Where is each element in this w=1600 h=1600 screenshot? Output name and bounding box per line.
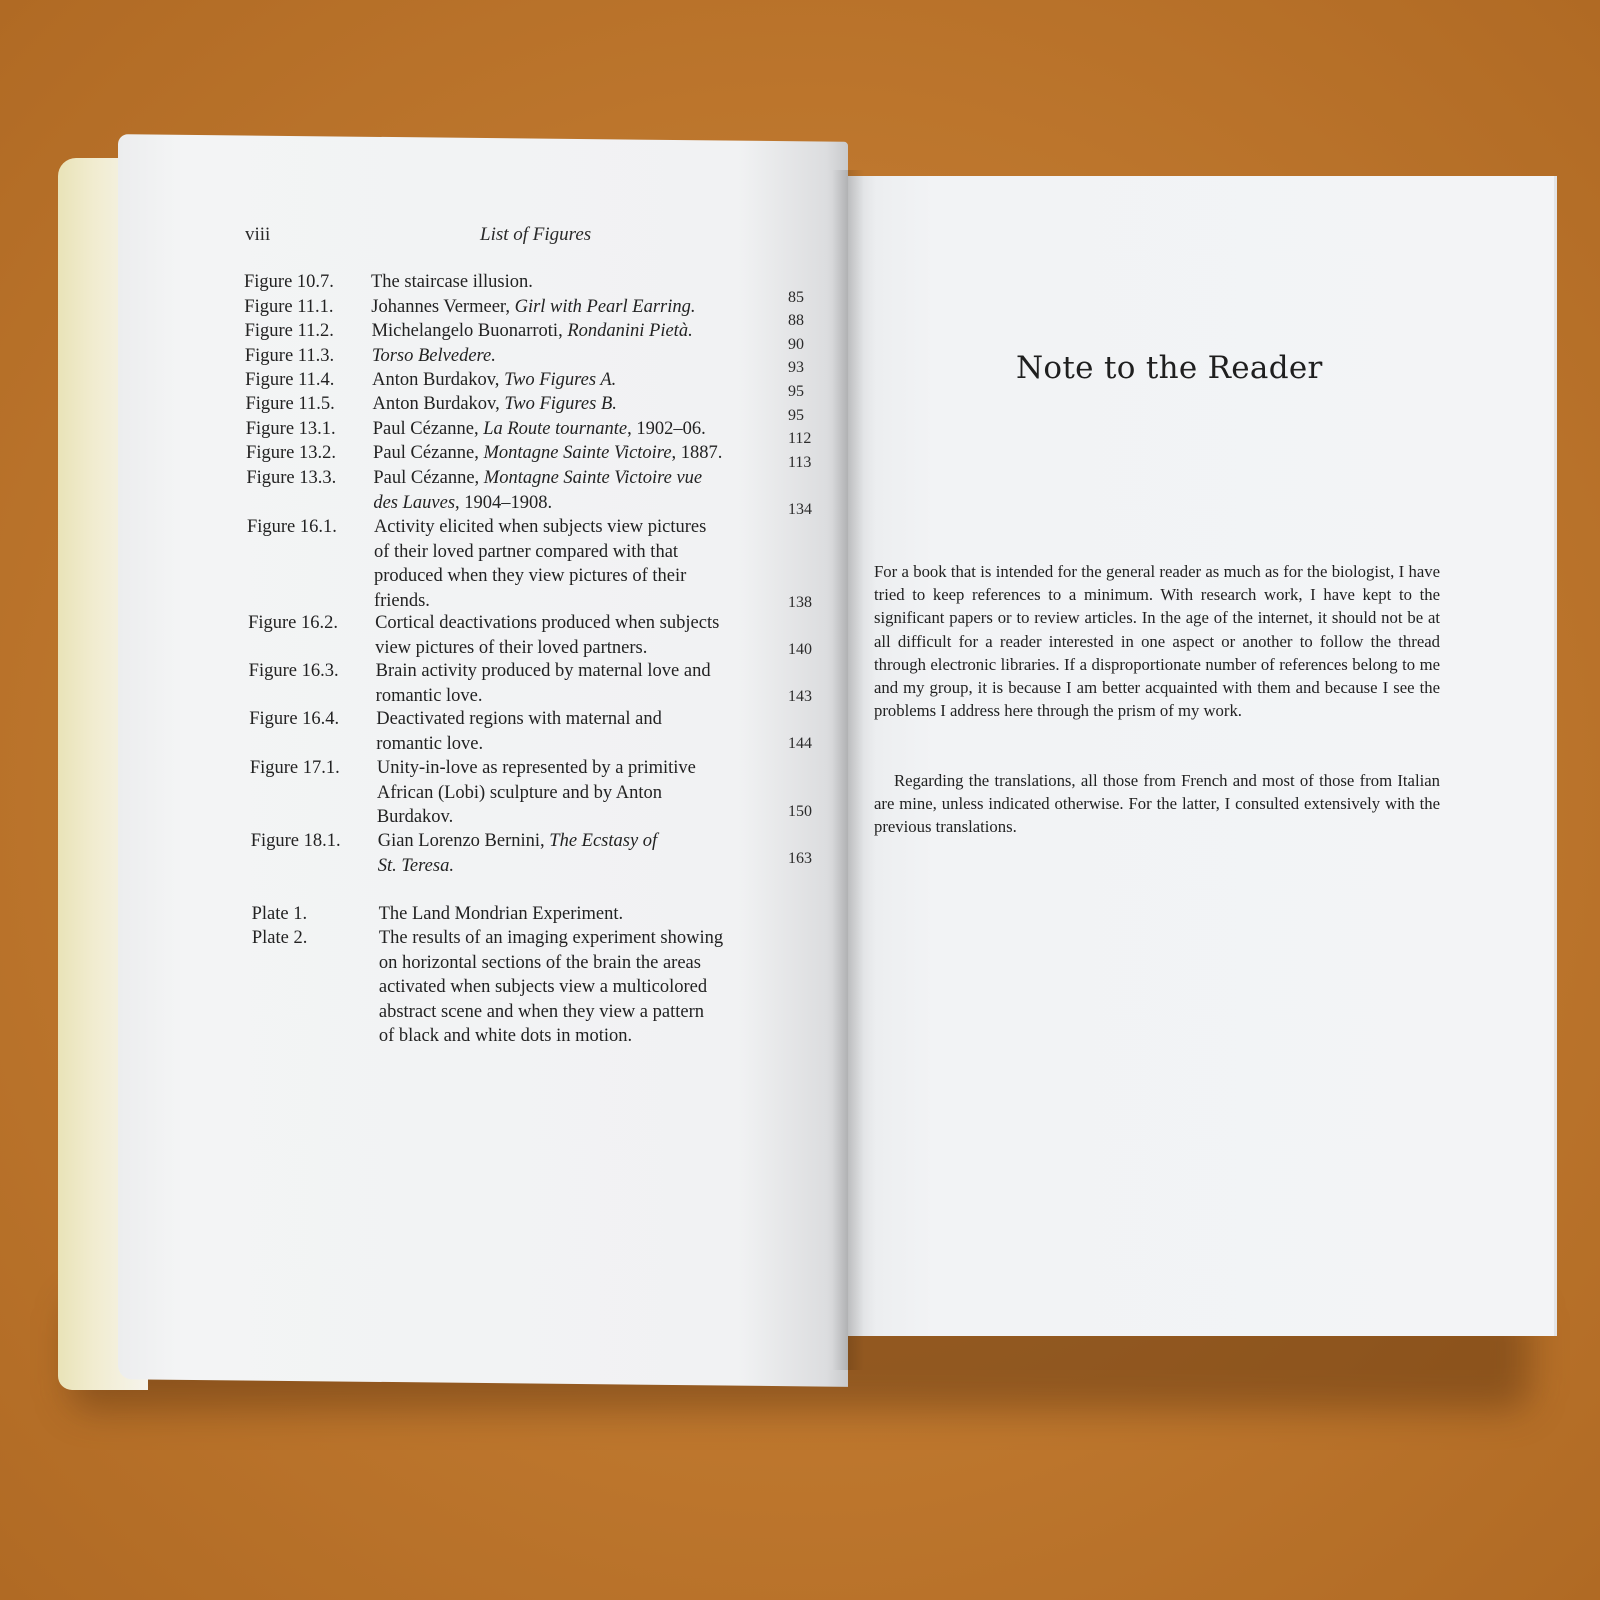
entry-text-line: des Lauves, 1904–1908. <box>373 492 553 513</box>
entry-text-line: Paul Cézanne, Montagne Sainte Victoire, 1887. <box>373 443 723 463</box>
entry-text-line: Paul Cézanne, Montagne Sainte Victoire vue <box>373 468 703 488</box>
entry-text-line: African (Lobi) sculpture and by Anton <box>376 782 662 803</box>
entry-text-line: St. Teresa. <box>377 855 454 876</box>
entry-text-line: Unity-in-love as represented by a primitive <box>376 758 696 778</box>
entry-text-line: Anton Burdakov, Two Figures A. <box>372 370 617 390</box>
page-number: 163 <box>788 850 812 867</box>
entry-text-line: The results of an imaging experiment showing <box>378 928 724 948</box>
page-number: 88 <box>788 312 804 329</box>
figure-label: Figure 17.1. <box>249 758 340 778</box>
figure-label: Figure 11.3. <box>244 346 335 366</box>
page-number: 90 <box>788 336 804 353</box>
figure-label: Figure 13.2. <box>246 443 336 463</box>
entry-text-line: view pictures of their loved partners. <box>375 637 648 658</box>
page-number: 112 <box>788 430 812 447</box>
entry-text-line: friends. <box>373 590 430 611</box>
page-folio: viii <box>245 224 271 245</box>
figure-label: Figure 11.5. <box>245 394 335 414</box>
page-number: 144 <box>788 735 812 752</box>
figure-label: Figure 10.7. <box>244 272 334 292</box>
figure-label: Figure 13.3. <box>246 468 337 488</box>
entry-text-line: of black and white dots in motion. <box>378 1026 633 1047</box>
figure-label: Figure 16.2. <box>248 613 339 633</box>
page-number: 93 <box>788 359 804 376</box>
entry-text-line: abstract scene and when they view a pattern <box>378 1001 705 1022</box>
running-title: List of Figures <box>480 224 592 245</box>
entry-text-line: The Land Mondrian Experiment. <box>378 904 624 924</box>
page-number: 95 <box>788 407 804 424</box>
page-number: 95 <box>788 383 804 400</box>
entry-text-line: Cortical deactivations produced when subjects <box>375 613 720 633</box>
entry-text-line: Torso Belvedere. <box>371 346 496 366</box>
figure-label: Figure 11.2. <box>244 321 334 341</box>
page-number: 150 <box>788 803 812 820</box>
entry-text-line: Brain activity produced by maternal love and <box>375 661 711 681</box>
entry-text-line: Activity elicited when subjects view pictures <box>373 517 707 537</box>
entry-text-line: on horizontal sections of the brain the areas <box>378 952 701 973</box>
figure-label: Figure 11.4. <box>245 370 335 390</box>
entry-text-line: Burdakov. <box>376 807 454 828</box>
paragraph: For a book that is intended for the general reader as much as for the biologist, I have tried to keep references to a minimum. With research work, I have kept to the significant papers or to review articles. In the age of the internet, it should not be at all difficult for a reader interested in one aspect or another to follow the thread through electronic libraries. If a disproportionate number of references belong to me and my group, it is because I am better acquainted with them and because I see the problems I address here through the prism of my work. <box>874 562 1440 721</box>
entry-text-line: romantic love. <box>376 733 484 754</box>
page-number: 143 <box>788 688 812 705</box>
figure-label: Figure 16.3. <box>248 661 339 681</box>
figure-label: Figure 16.4. <box>249 709 340 729</box>
figure-label: Plate 1. <box>251 904 308 924</box>
entry-text-line: Michelangelo Buonarroti, Rondanini Pietà. <box>371 321 693 341</box>
entry-text-line: Paul Cézanne, La Route tournante, 1902–06. <box>372 419 706 439</box>
page-number: 85 <box>788 289 804 306</box>
entry-text-line: produced when they view pictures of their <box>373 566 687 587</box>
entry-text-line: Anton Burdakov, Two Figures B. <box>372 394 617 414</box>
entry-text-line: Gian Lorenzo Bernini, The Ecstasy of <box>377 831 658 851</box>
entry-text-line: romantic love. <box>375 685 483 706</box>
page-number: 134 <box>788 501 812 518</box>
figure-label: Figure 16.1. <box>246 517 337 537</box>
page-number: 138 <box>788 594 812 611</box>
entry-text-line: The staircase illusion. <box>371 272 533 292</box>
figure-label: Figure 13.1. <box>245 419 336 439</box>
entry-text-line: Johannes Vermeer, Girl with Pearl Earring. <box>371 297 696 317</box>
paragraph: Regarding the translations, all those from French and most of those from Italian are mine, unless indicated otherwise. For the latter, I consulted extensively with the previous translations. <box>874 771 1440 837</box>
figure-label: Figure 11.1. <box>244 297 334 317</box>
figure-label: Figure 18.1. <box>250 831 341 851</box>
figure-label: Plate 2. <box>251 928 308 948</box>
entry-text-line: activated when subjects view a multicolored <box>378 977 708 998</box>
entry-text-line: Deactivated regions with maternal and <box>376 709 662 729</box>
page-number: 140 <box>788 641 812 658</box>
page-number: 113 <box>788 454 812 471</box>
entry-text-line: of their loved partner compared with that <box>373 541 679 562</box>
book-spine <box>832 170 864 1370</box>
page-title: Note to the Reader <box>1016 350 1323 386</box>
